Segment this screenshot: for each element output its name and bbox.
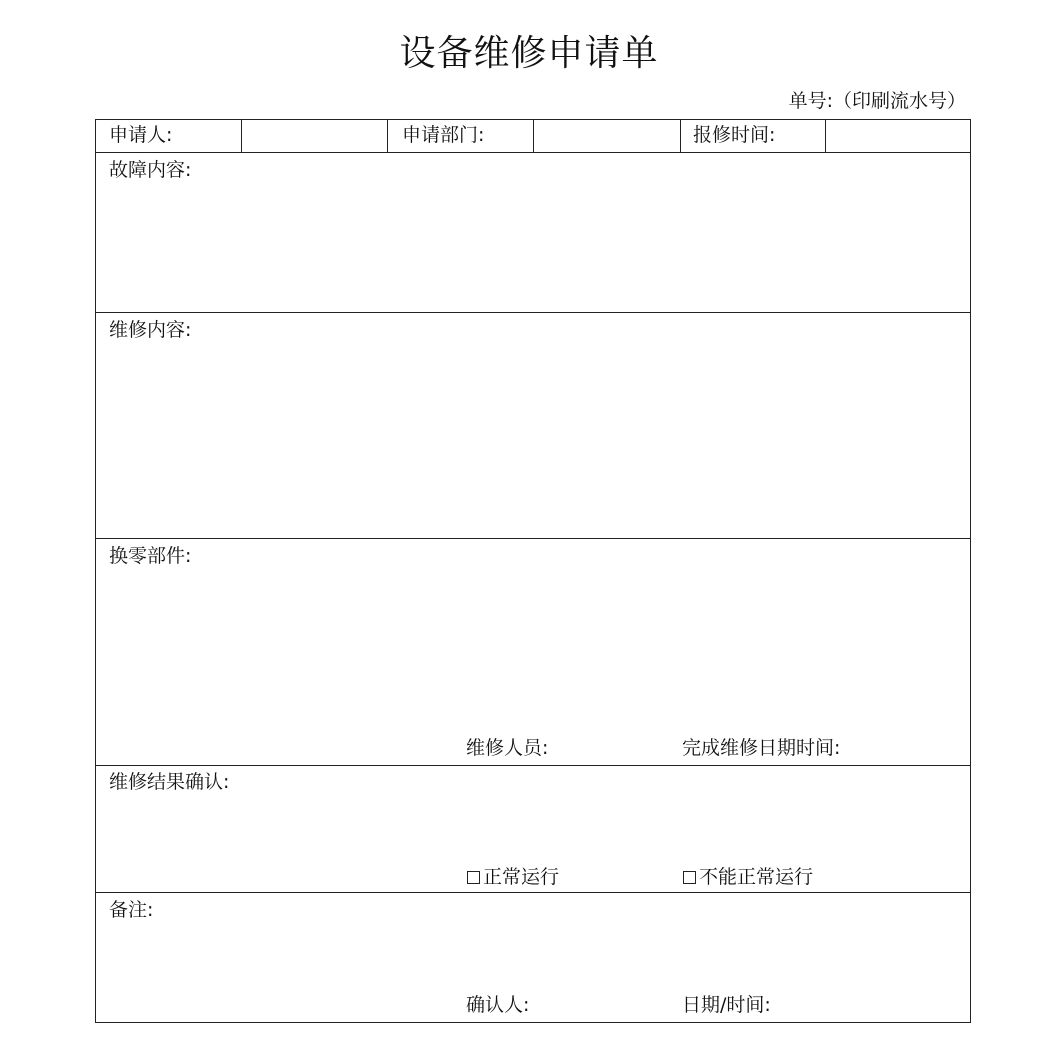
applicant-field[interactable] bbox=[243, 120, 387, 153]
completion-datetime-label: 完成维修日期时间: bbox=[682, 737, 841, 759]
option-normal-label: 正常运行 bbox=[483, 866, 560, 888]
fault-content-label: 故障内容: bbox=[109, 159, 192, 181]
option-abnormal-label: 不能正常运行 bbox=[699, 866, 814, 888]
applicant-label: 申请人: bbox=[109, 124, 173, 146]
divider bbox=[241, 120, 242, 153]
department-field[interactable] bbox=[535, 120, 680, 153]
serial-number: 单号:（印刷流水号） bbox=[788, 90, 966, 112]
repair-request-form bbox=[95, 119, 971, 1023]
row-divider bbox=[96, 152, 970, 153]
department-label: 申请部门: bbox=[402, 124, 485, 146]
confirmer-label: 确认人: bbox=[466, 994, 530, 1016]
checkbox-normal[interactable] bbox=[467, 871, 480, 884]
option-normal[interactable] bbox=[467, 865, 559, 889]
report-time-field[interactable] bbox=[827, 120, 970, 153]
row-divider bbox=[96, 765, 970, 766]
divider bbox=[533, 120, 534, 153]
row-divider bbox=[96, 538, 970, 539]
row-divider bbox=[96, 312, 970, 313]
report-time-label: 报修时间: bbox=[693, 124, 776, 146]
form-title: 设备维修申请单 bbox=[399, 33, 659, 74]
replaced-parts-label: 换零部件: bbox=[109, 545, 192, 567]
repair-content-label: 维修内容: bbox=[109, 319, 192, 341]
divider bbox=[387, 120, 388, 153]
divider bbox=[680, 120, 681, 153]
checkbox-abnormal[interactable] bbox=[683, 871, 696, 884]
option-abnormal[interactable] bbox=[683, 865, 813, 889]
remarks-label: 备注: bbox=[109, 899, 154, 921]
datetime-label: 日期/时间: bbox=[682, 994, 771, 1016]
result-confirm-label: 维修结果确认: bbox=[109, 771, 230, 793]
divider bbox=[825, 120, 826, 153]
row-divider bbox=[96, 892, 970, 893]
repairer-label: 维修人员: bbox=[466, 737, 549, 759]
